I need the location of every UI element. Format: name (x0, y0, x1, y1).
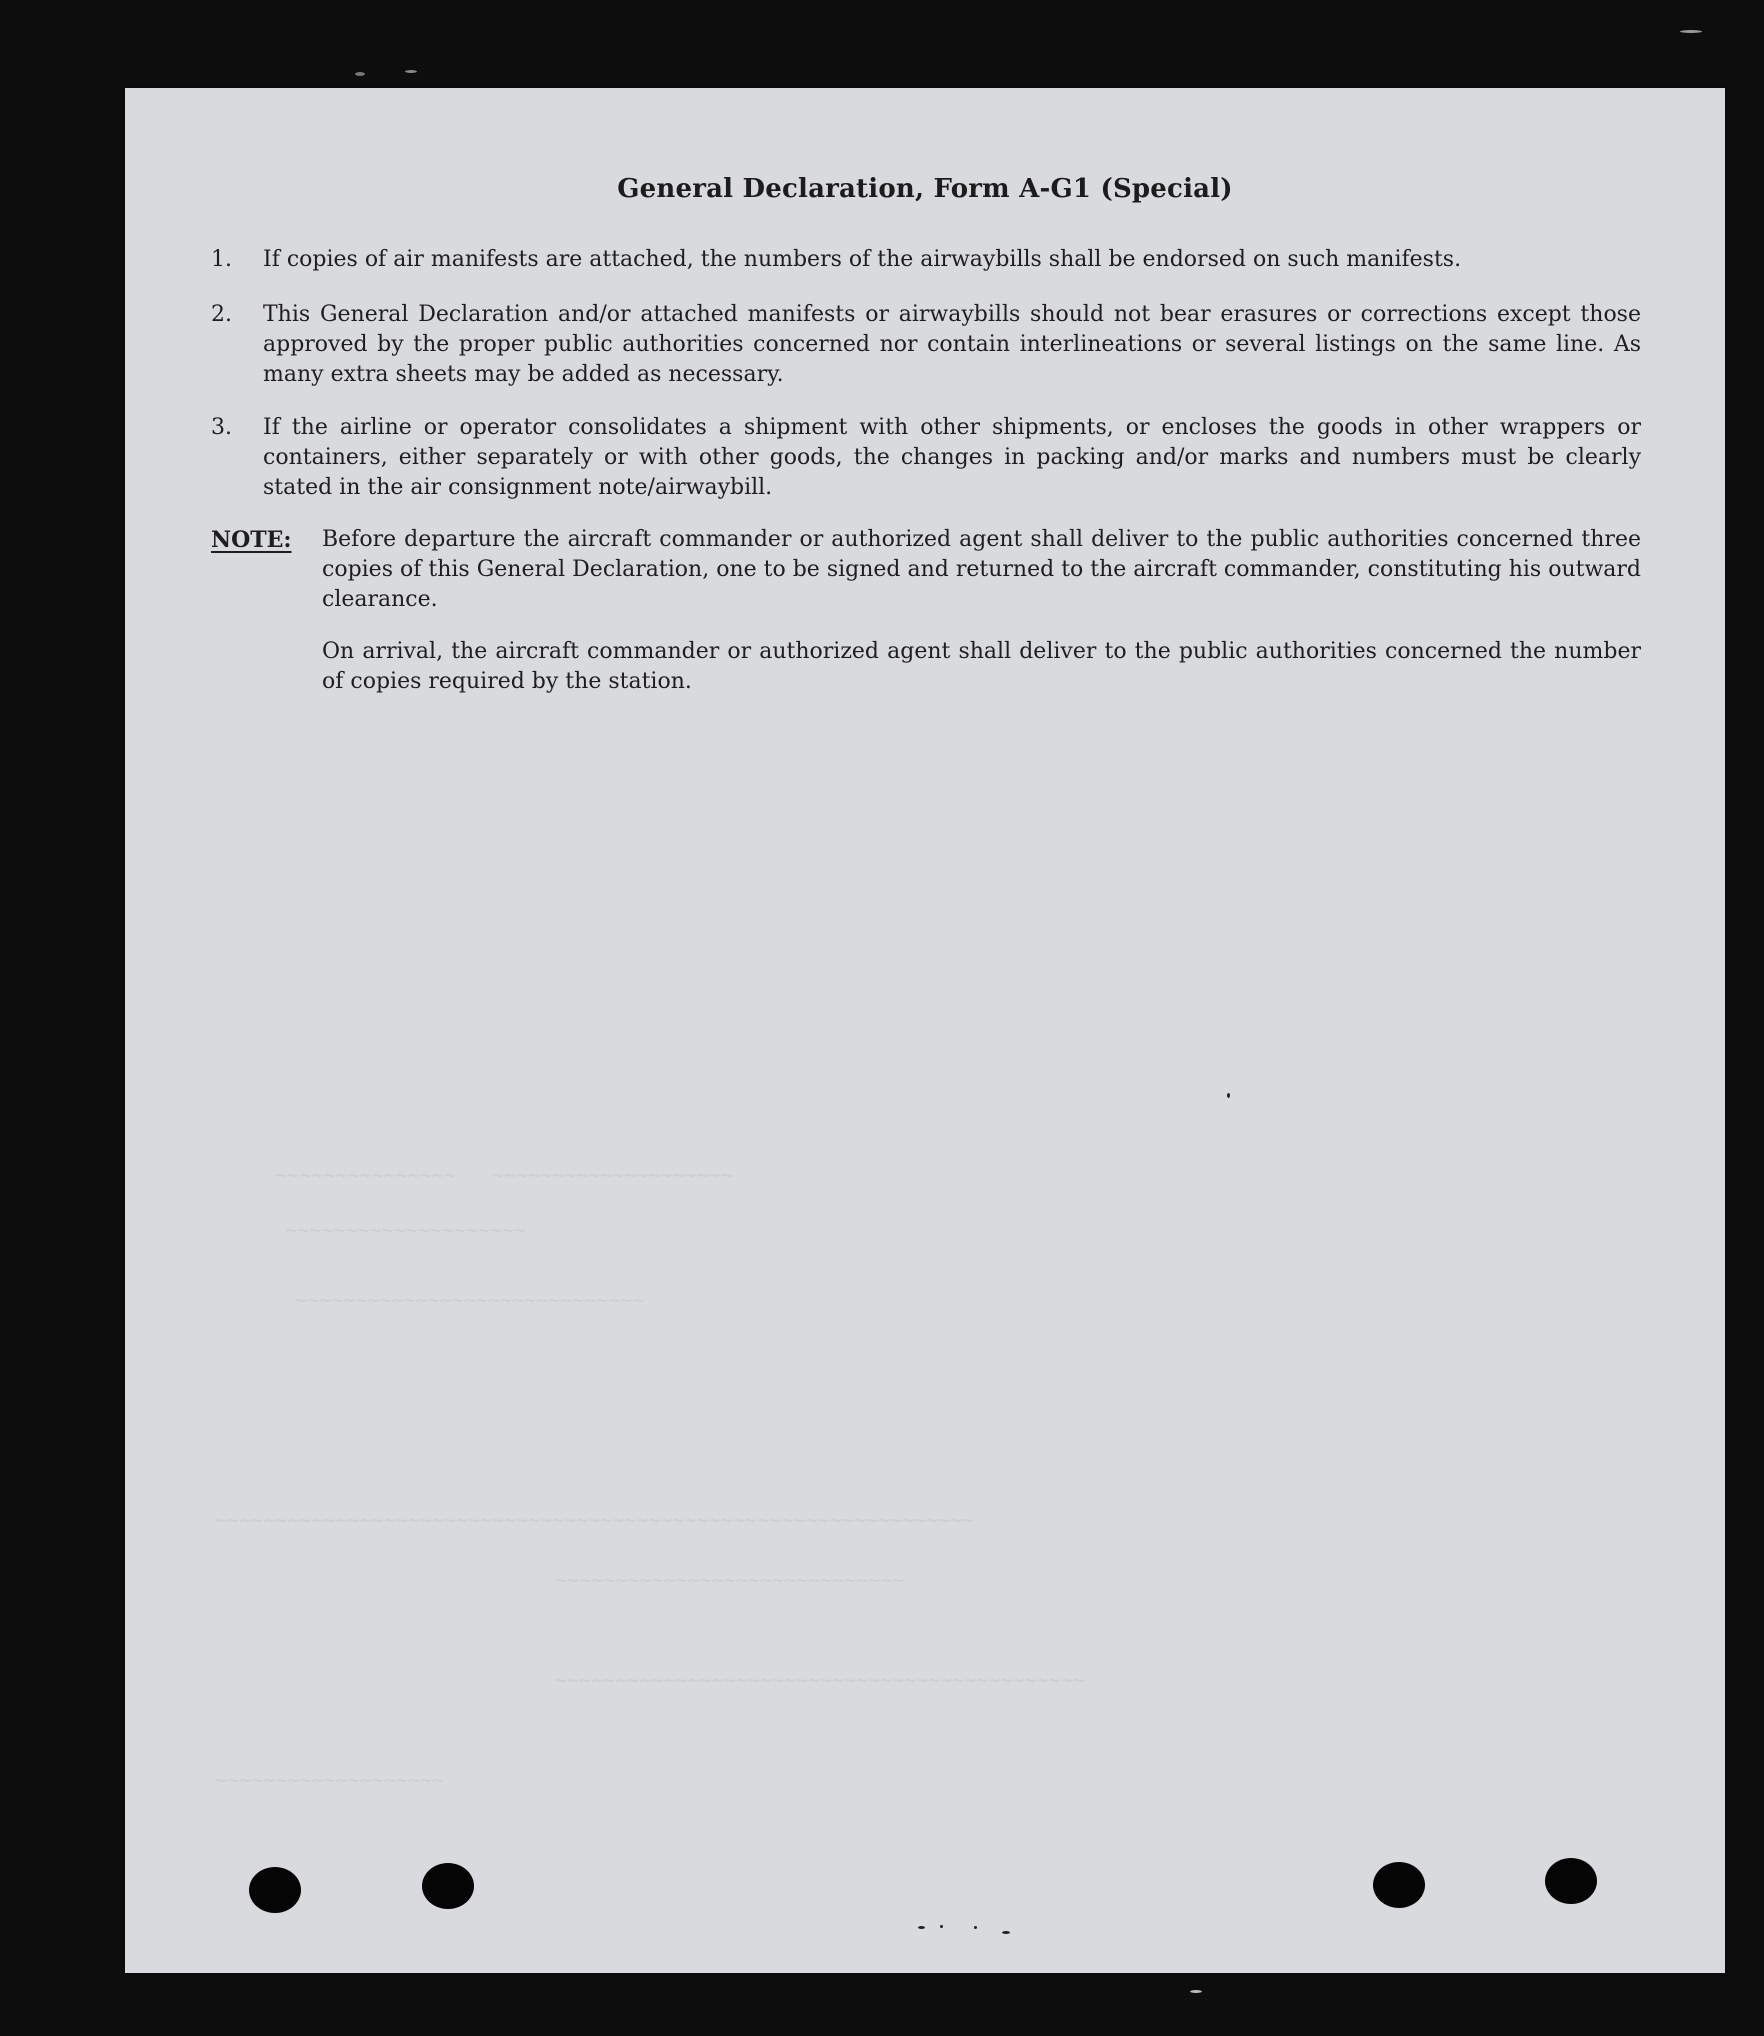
speck (918, 1926, 925, 1929)
punch-hole (1373, 1862, 1425, 1908)
list-item-1 (211, 245, 1641, 275)
bleed-through-mark: ~~~~~~~~~~~~~~~~~~~~~~~~~~~~~~~~~~~~~~~~~~~~~~~~~~~~~~~~~~~~~~~ (215, 1508, 974, 1532)
bleed-through-mark: ~~~~~~~~~~~~~~~~~~~~~~~~~~~~~~~~~~~~~~~~~~~~ (555, 1668, 1085, 1692)
page-title: General Declaration, Form A-G1 (Special) (617, 174, 1233, 204)
note-label: NOTE: (211, 527, 292, 553)
item-text: If the airline or operator consolidates a shipment with other shipments, or encloses the goods in other wrappers or containers, either separately or with other goods, the changes in packing and/or marks and numbers must be clearly stated in the air consignment note/airwaybill. (263, 415, 1641, 500)
bleed-through-mark: ~~~~~~~~~~~~~~~~~~~ (215, 1768, 444, 1792)
item-number: 1. (211, 247, 232, 272)
bleed-through-mark: ~~~~~~~~~~~~~~~~~~~~ (285, 1218, 526, 1242)
speck (405, 70, 417, 73)
speck (355, 72, 365, 76)
note-section (211, 525, 1641, 615)
item-text: This General Declaration and/or attached manifests or airwaybills should not bear erasures or corrections except those approved by the proper public authorities concerned nor contain interlineations or several listings on the same line. As many extra sheets may be added as necessary. (263, 302, 1641, 387)
punch-hole (1545, 1858, 1597, 1904)
item-text: If copies of air manifests are attached, the numbers of the airwaybills shall be endorsed on such manifests. (263, 247, 1462, 272)
list-item-3 (211, 413, 1641, 503)
bleed-through-mark: ~~~~~~~~~~~~~~~ ~~~~~~~~~~~~~~~~~~~~ (275, 1163, 733, 1187)
item-number: 2. (211, 302, 232, 327)
arrival-paragraph: On arrival, the aircraft commander or authorized agent shall deliver to the public authorities concerned the number of copies required by the station. (322, 639, 1641, 694)
document-page (125, 88, 1725, 1973)
speck (1002, 1931, 1010, 1934)
bleed-through-mark: ~~~~~~~~~~~~~~~~~~~~~~~~~~~~~ (555, 1568, 905, 1592)
note-text: Before departure the aircraft commander or authorized agent shall deliver to the public authorities concerned three copies of this General Declaration, one to be signed and returned to the aircraft commander, constituting his outward clearance. (322, 527, 1641, 612)
speck (1227, 1093, 1230, 1098)
list-item-2 (211, 300, 1641, 390)
item-number: 3. (211, 415, 232, 440)
speck (940, 1925, 943, 1928)
speck (974, 1926, 977, 1929)
bleed-through-mark: ~~~~~~~~~~~~~~~~~~~~~~~~~~~~~ (295, 1288, 645, 1312)
speck (1190, 1990, 1202, 1993)
punch-hole (249, 1867, 301, 1913)
speck (1680, 30, 1702, 33)
punch-hole (422, 1863, 474, 1909)
